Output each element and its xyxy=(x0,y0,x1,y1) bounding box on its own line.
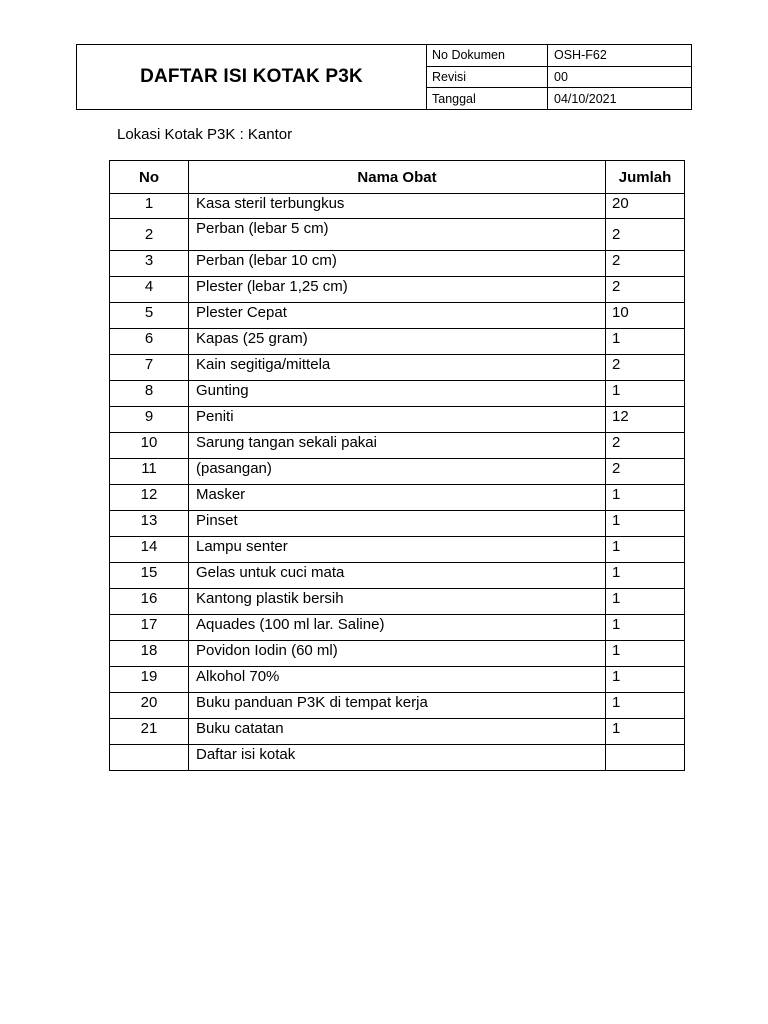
cell-item-name: Lampu senter xyxy=(189,537,606,563)
document-meta xyxy=(427,45,691,109)
cell-no: 3 xyxy=(110,251,189,277)
cell-quantity xyxy=(606,745,685,771)
table-row xyxy=(110,303,685,329)
cell-no: 9 xyxy=(110,407,189,433)
cell-no: 7 xyxy=(110,355,189,381)
meta-row-revision xyxy=(427,67,691,89)
meta-row-document-number xyxy=(427,45,691,67)
meta-value: OSH-F62 xyxy=(554,48,607,63)
table-row xyxy=(110,667,685,693)
cell-no: 13 xyxy=(110,511,189,537)
cell-no: 18 xyxy=(110,641,189,667)
cell-quantity: 1 xyxy=(606,667,685,693)
cell-item-name: Kantong plastik bersih xyxy=(189,589,606,615)
location-label: Lokasi Kotak P3K : Kantor xyxy=(117,126,293,143)
cell-quantity: 20 xyxy=(606,194,685,219)
cell-no: 10 xyxy=(110,433,189,459)
cell-no: 12 xyxy=(110,485,189,511)
meta-value: 00 xyxy=(554,70,568,84)
table-row xyxy=(110,459,685,485)
cell-item-name: Buku catatan xyxy=(189,719,606,745)
cell-no: 11 xyxy=(110,459,189,485)
cell-item-name: Alkohol 70% xyxy=(189,667,606,693)
cell-item-name: Daftar isi kotak xyxy=(189,745,606,771)
table-row xyxy=(110,693,685,719)
column-header-quantity: Jumlah xyxy=(606,161,685,194)
cell-no: 4 xyxy=(110,277,189,303)
cell-item-name: Gelas untuk cuci mata xyxy=(189,563,606,589)
column-header-name: Nama Obat xyxy=(189,161,606,194)
cell-no: 1 xyxy=(110,194,189,219)
cell-quantity: 1 xyxy=(606,563,685,589)
table-row xyxy=(110,563,685,589)
cell-item-name: Povidon Iodin (60 ml) xyxy=(189,641,606,667)
cell-item-name: Pinset xyxy=(189,511,606,537)
cell-item-name: Plester (lebar 1,25 cm) xyxy=(189,277,606,303)
cell-item-name: Kain segitiga/mittela xyxy=(189,355,606,381)
meta-label: No Dokumen xyxy=(427,45,548,66)
table-header-row xyxy=(110,161,685,194)
document-title: DAFTAR ISI KOTAK P3K xyxy=(77,45,427,109)
table-row xyxy=(110,641,685,667)
first-aid-items-table xyxy=(109,160,685,771)
table-row xyxy=(110,329,685,355)
cell-no: 8 xyxy=(110,381,189,407)
cell-quantity: 1 xyxy=(606,641,685,667)
cell-quantity: 1 xyxy=(606,537,685,563)
table-row xyxy=(110,537,685,563)
cell-quantity: 2 xyxy=(606,433,685,459)
cell-quantity: 12 xyxy=(606,407,685,433)
cell-quantity: 1 xyxy=(606,615,685,641)
cell-item-name: Buku panduan P3K di tempat kerja xyxy=(189,693,606,719)
table-row xyxy=(110,381,685,407)
cell-quantity: 1 xyxy=(606,589,685,615)
cell-no: 19 xyxy=(110,667,189,693)
cell-no: 5 xyxy=(110,303,189,329)
table-row xyxy=(110,277,685,303)
cell-item-name: Aquades (100 ml lar. Saline) xyxy=(189,615,606,641)
table-row xyxy=(110,251,685,277)
cell-no: 16 xyxy=(110,589,189,615)
cell-quantity: 2 xyxy=(606,251,685,277)
cell-quantity: 2 xyxy=(606,459,685,485)
table-row xyxy=(110,433,685,459)
cell-no: 17 xyxy=(110,615,189,641)
cell-no: 15 xyxy=(110,563,189,589)
cell-quantity: 2 xyxy=(606,277,685,303)
table-row xyxy=(110,511,685,537)
cell-no: 6 xyxy=(110,329,189,355)
table-row xyxy=(110,745,685,771)
cell-item-name: Gunting xyxy=(189,381,606,407)
column-header-no: No xyxy=(110,161,189,194)
cell-no xyxy=(110,745,189,771)
cell-item-name: Sarung tangan sekali pakai xyxy=(189,433,606,459)
table-row xyxy=(110,194,685,219)
table-body xyxy=(110,194,685,771)
table-row xyxy=(110,219,685,251)
table-row xyxy=(110,355,685,381)
cell-quantity: 1 xyxy=(606,719,685,745)
meta-label: Tanggal xyxy=(427,88,548,109)
cell-quantity: 1 xyxy=(606,693,685,719)
cell-no: 21 xyxy=(110,719,189,745)
cell-quantity: 1 xyxy=(606,485,685,511)
cell-item-name: (pasangan) xyxy=(189,459,606,485)
cell-item-name: Kapas (25 gram) xyxy=(189,329,606,355)
cell-item-name: Perban (lebar 5 cm) xyxy=(189,219,606,251)
table-row xyxy=(110,589,685,615)
table-row xyxy=(110,485,685,511)
cell-quantity: 2 xyxy=(606,355,685,381)
meta-value: 04/10/2021 xyxy=(554,91,617,106)
cell-no: 2 xyxy=(110,219,189,251)
table-row xyxy=(110,719,685,745)
table-row xyxy=(110,615,685,641)
meta-row-date xyxy=(427,88,691,109)
cell-quantity: 1 xyxy=(606,381,685,407)
cell-quantity: 10 xyxy=(606,303,685,329)
cell-item-name: Kasa steril terbungkus xyxy=(189,194,606,219)
cell-item-name: Perban (lebar 10 cm) xyxy=(189,251,606,277)
cell-item-name: Plester Cepat xyxy=(189,303,606,329)
cell-no: 20 xyxy=(110,693,189,719)
cell-item-name: Peniti xyxy=(189,407,606,433)
cell-quantity: 2 xyxy=(606,219,685,251)
meta-label: Revisi xyxy=(427,67,548,88)
cell-no: 14 xyxy=(110,537,189,563)
cell-item-name: Masker xyxy=(189,485,606,511)
table-row xyxy=(110,407,685,433)
document-header xyxy=(76,44,692,110)
cell-quantity: 1 xyxy=(606,329,685,355)
cell-quantity: 1 xyxy=(606,511,685,537)
